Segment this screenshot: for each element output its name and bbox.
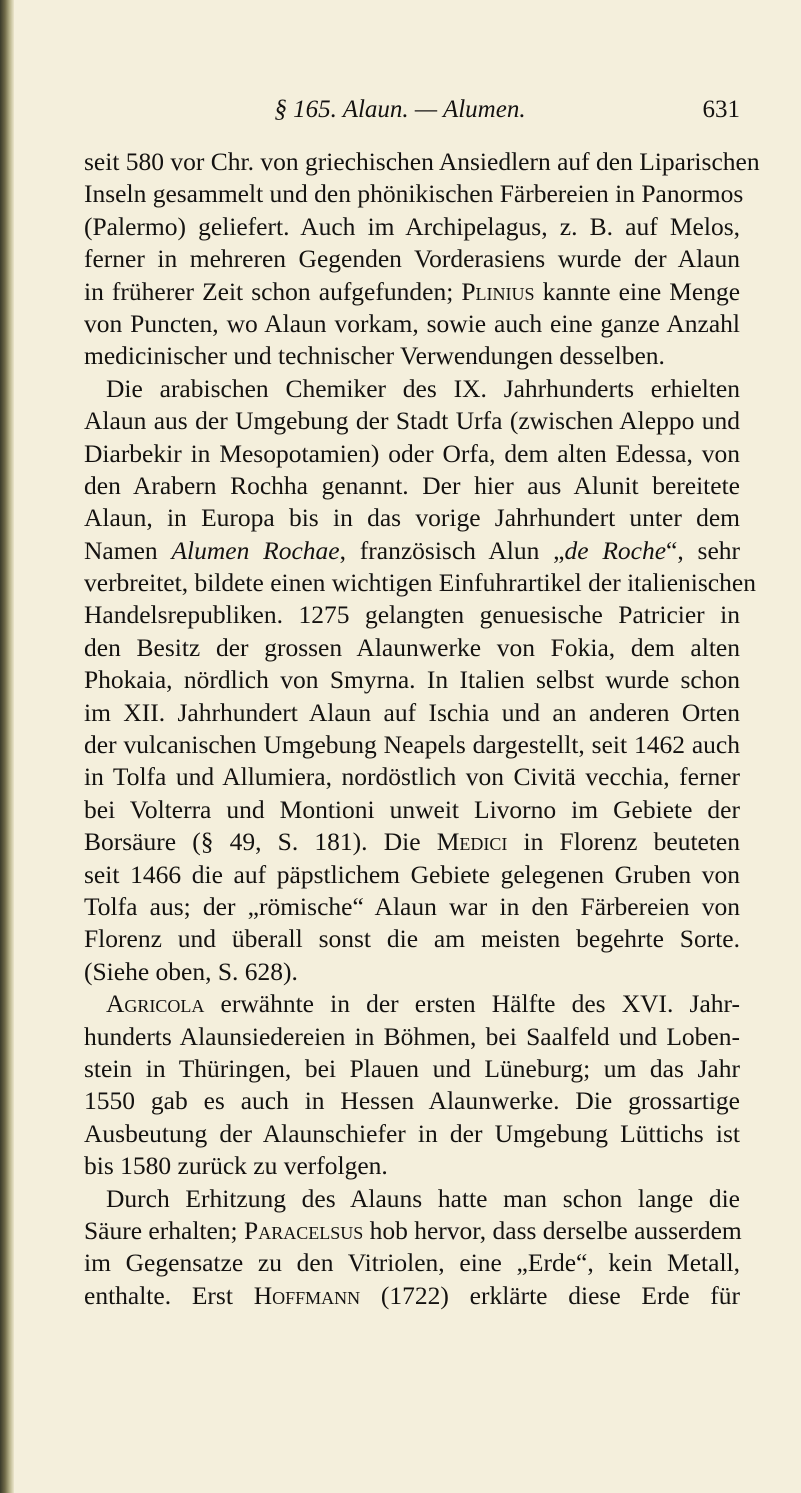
text-line [84, 988, 740, 1020]
text-line: 1550 gab es auch in Hessen Alaunwerke. Die grossartige [84, 1086, 740, 1116]
latin-term: Alumen Rochae [171, 535, 340, 565]
text-line: den Arabern Rochha genannt. Der hier aus Alunit bereitete [84, 470, 740, 500]
text-line: Die arabischen Chemiker des IX. Jahrhunderts erhielten [106, 373, 740, 403]
text-line [84, 1215, 740, 1247]
running-title: § 165. Alaun. — Alumen. [274, 96, 526, 123]
text-segment: erwähnte in der ersten Hälfte des XVI. Jahr- [220, 989, 741, 1019]
text-line: Tolfa aus; der „römische“ Alaun war in den Färbereien von [84, 891, 740, 921]
text-segment: kannte eine Menge [542, 276, 741, 306]
text-line: Inseln gesammelt und den phönikischen Färbereien in Panormos [84, 179, 744, 209]
text-segment: Namen [84, 535, 158, 565]
text-line: Alaun aus der Umgebung der Stadt Urfa (zwischen Aleppo und [84, 406, 740, 436]
text-line: seit 580 vor Chr. von griechischen Ansiedlern auf den Liparischen [84, 147, 760, 176]
text-line: Diarbekir in Mesopotamien) oder Orfa, dem alten Edessa, von [84, 438, 740, 468]
text-line: in Tolfa und Allumiera, nordöstlich von Civitä vecchia, ferner [84, 762, 740, 792]
text-line [84, 826, 740, 858]
text-line: Alaun, in Europa bis in das vorige Jahrhundert unter dem [84, 503, 740, 533]
family-name-medici: Medici [436, 827, 508, 857]
text-line: der vulcanischen Umgebung Neapels dargestellt, seit 1462 auch [84, 730, 740, 760]
text-line: verbreitet, bildete einen wichtigen Einfuhrartikel der italienischen [84, 568, 756, 598]
text-segment: enthalte. Erst [84, 1280, 233, 1310]
text-line: von Puncten, wo Alaun vorkam, sowie auch eine ganze Anzahl [84, 308, 740, 338]
text-line [84, 535, 740, 567]
text-segment: hob hervor, dass derselbe ausserdem [369, 1215, 742, 1245]
text-segment: (1722) erklärte diese Erde für [380, 1280, 741, 1310]
author-name-hoffmann: Hoffmann [253, 1280, 361, 1310]
text-segment: “, sehr [666, 535, 741, 565]
text-line: im XII. Jahrhundert Alaun auf Ischia und an anderen Orten [84, 697, 740, 727]
page-number: 631 [702, 96, 740, 123]
author-name-plinius: Plinius [461, 276, 535, 306]
text-line: im Gegensatze zu den Vitriolen, eine „Erde“, kein Metall, [84, 1248, 740, 1278]
text-segment: in früherer Zeit schon aufgefunden; [84, 276, 454, 306]
page-header [60, 90, 740, 130]
text-line: Ausbeutung der Alaunschiefer in der Umgebung Lüttichs ist [84, 1118, 740, 1148]
text-line: den Besitz der grossen Alaunwerke von Fokia, dem alten [84, 632, 740, 662]
text-line: Phokaia, nördlich von Smyrna. In Italien selbst wurde schon [84, 665, 740, 695]
text-line: Florenz und überall sonst die am meisten begehrte Sorte. [84, 924, 740, 954]
text-line: bei Volterra und Montioni unweit Livorno im Gebiete der [84, 794, 740, 824]
author-name-paracelsus: Paracelsus [244, 1215, 364, 1245]
text-segment: Borsäure (§ 49, S. 181). Die [84, 827, 421, 857]
text-segment: Säure erhalten; [84, 1215, 238, 1245]
text-line [84, 1280, 740, 1312]
text-line: Handelsrepubliken. 1275 gelangten genuesische Patricier in [84, 600, 740, 630]
text-segment: , französisch Alun „ [339, 535, 565, 565]
text-segment: in Florenz beuteten [523, 827, 740, 857]
body-text [84, 146, 760, 1312]
text-line: (Siehe oben, S. 628). [84, 956, 298, 986]
text-line: hunderts Alaunsiedereien in Böhmen, bei Saalfeld und Loben- [84, 1021, 740, 1051]
text-line: (Palermo) geliefert. Auch im Archipelagus, z. B. auf Melos, [84, 211, 740, 241]
text-line: Durch Erhitzung des Alauns hatte man schon lange die [106, 1183, 740, 1213]
text-line: bis 1580 zurück zu verfolgen. [84, 1151, 388, 1181]
text-line [84, 276, 740, 308]
text-line: seit 1466 die auf päpstlichem Gebiete gelegenen Gruben von [84, 859, 740, 889]
text-line: stein in Thüringen, bei Plauen und Lüneburg; um das Jahr [84, 1053, 740, 1083]
french-term: de Roche [564, 535, 667, 565]
text-line: ferner in mehreren Gegenden Vorderasiens wurde der Alaun [84, 244, 740, 274]
text-line: medicinischer und technischer Verwendungen desselben. [84, 341, 665, 371]
author-name-agricola: Agricola [106, 989, 205, 1019]
